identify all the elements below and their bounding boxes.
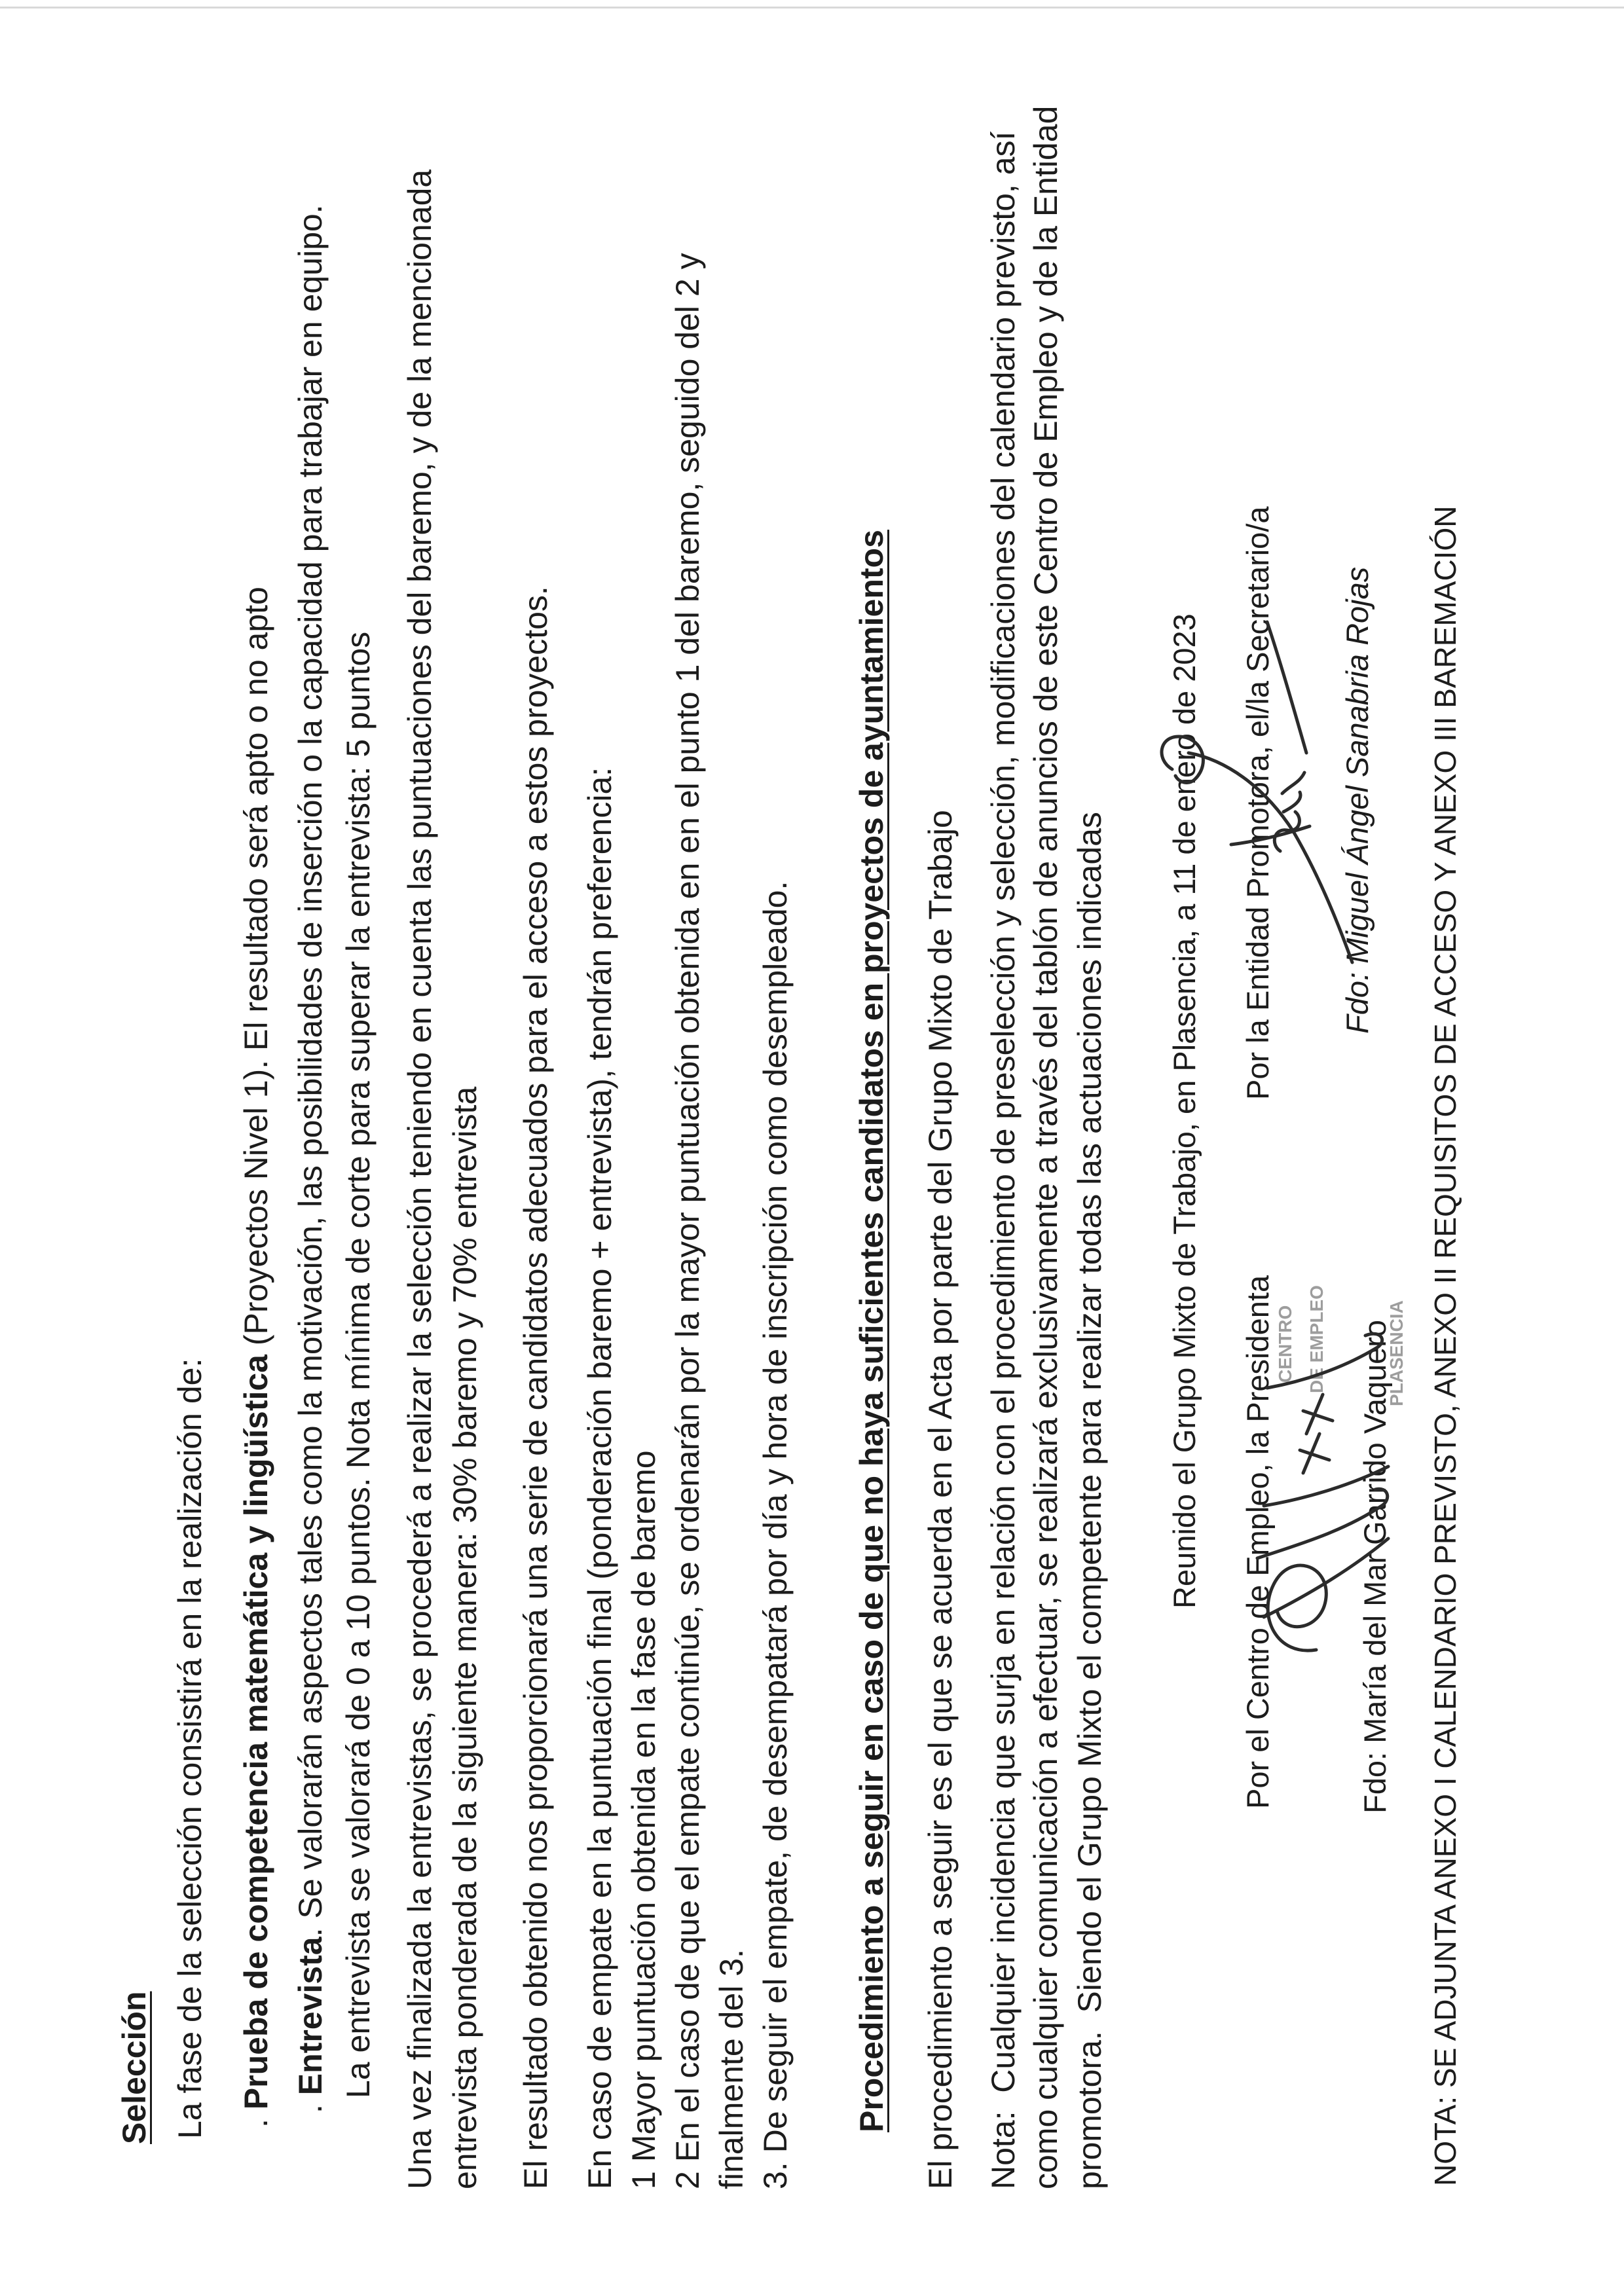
interview-item-bullet: . [292,2095,329,2113]
result-text: El resultado obtenido nos proporcionará una serie de candidatos adecuados para el acceso a estos proyectos. [517,586,554,2189]
left-signatory-name: Fdo: María del Mar Garrido Vaquero [1357,1319,1392,1813]
procedure-title: Procedimiento a seguir en caso de que no haya suficientes candidatos en proyectos de ayuntamientos [853,530,890,2132]
stamp-line: CENTRO [1275,1305,1295,1383]
test-item-bullet: . [238,2109,274,2128]
interview-item [291,204,330,2113]
tie-break-line: 1 Mayor puntuación obtenida en la fase de baremo [625,1450,662,2189]
section-title: Selección [116,1991,153,2144]
note-line: como cualquier comunicación a efectuar, se realizará exclusivamente a través del tablón de anuncios de este Centro de Empleo y de la Entidad [1027,105,1064,2189]
weighting-line: entrevista ponderada de la siguiente manera: 30% baremo y 70% entrevista [447,1086,483,2189]
weighting-line: Una vez finalizada la entrevistas, se procederá a realizar la selección teniendo en cuenta las puntuaciones del baremo, y de la mencionada [401,169,438,2189]
note-line: promotora. Siendo el Grupo Mixto el competente para realizar todas las actuaciones indicadas [1071,812,1108,2189]
stamp-line: DE EMPLEO [1306,1285,1327,1393]
test-item-text: (Proyectos Nivel 1). El resultado será apto o no apto [238,587,274,1355]
interview-item-title: Entrevista [292,1937,329,2096]
right-signatory-role: Por la Entidad Promotora, el/la Secretario/a [1240,506,1275,1100]
right-signatory-name: Fdo: Miguel Ángel Sanabria Rojas [1340,566,1375,1034]
footer-note: NOTA: SE ADJUNTA ANEXO I CALENDARIO PREVISTO, ANEXO II REQUISITOS DE ACCESO Y ANEXO III BAREMACIÓN [1428,505,1462,2186]
tie-break-line: En caso de empate en la puntuación final (ponderación baremo + entrevista), tendrán preferencia: [581,767,618,2189]
left-signatory-role: Por el Centro de Empleo, la Presidenta [1240,1275,1275,1809]
stamp-line: PLASENCIA [1386,1300,1407,1406]
test-item [236,587,276,2128]
interview-item-text: . Se valorarán aspectos tales como la motivación, las posibilidades de inserción o la capacidad para trabajar en equipo. [292,204,329,1937]
tie-break-line: 3. De seguir el empate, de desempatará por día y hora de inscripción como desempleado. [757,881,794,2189]
interview-scoring: La entrevista se valorará de 0 a 10 puntos. Nota mínima de corte para superar la entrevista: 5 puntos [340,631,377,2098]
tie-break-line: 2 En el caso de que el empate continúe, se ordenarán por la mayor puntuación obtenida en en el punto 1 del baremo, seguido del 2 y [669,253,706,2189]
note-line: Nota: Cualquier incidencia que surja en relación con el procedimiento de preselección y selección, modificaciones del calendario previsto, así [985,131,1022,2189]
meeting-line: Reunido el Grupo Mixto de Trabajo, en Plasencia, a 11 de enero de 2023 [1167,613,1202,1609]
intro-text: La fase de la selección consistirá en la realización de: [172,1358,208,2139]
tie-break-line: finalmente del 3. [713,1949,750,2189]
procedure-text: El procedimiento a seguir es el que se acuerda en el Acta por parte del Grupo Mixto de Trabajo [922,810,959,2189]
test-item-title: Prueba de competencia matemática y lingüística [238,1355,274,2110]
